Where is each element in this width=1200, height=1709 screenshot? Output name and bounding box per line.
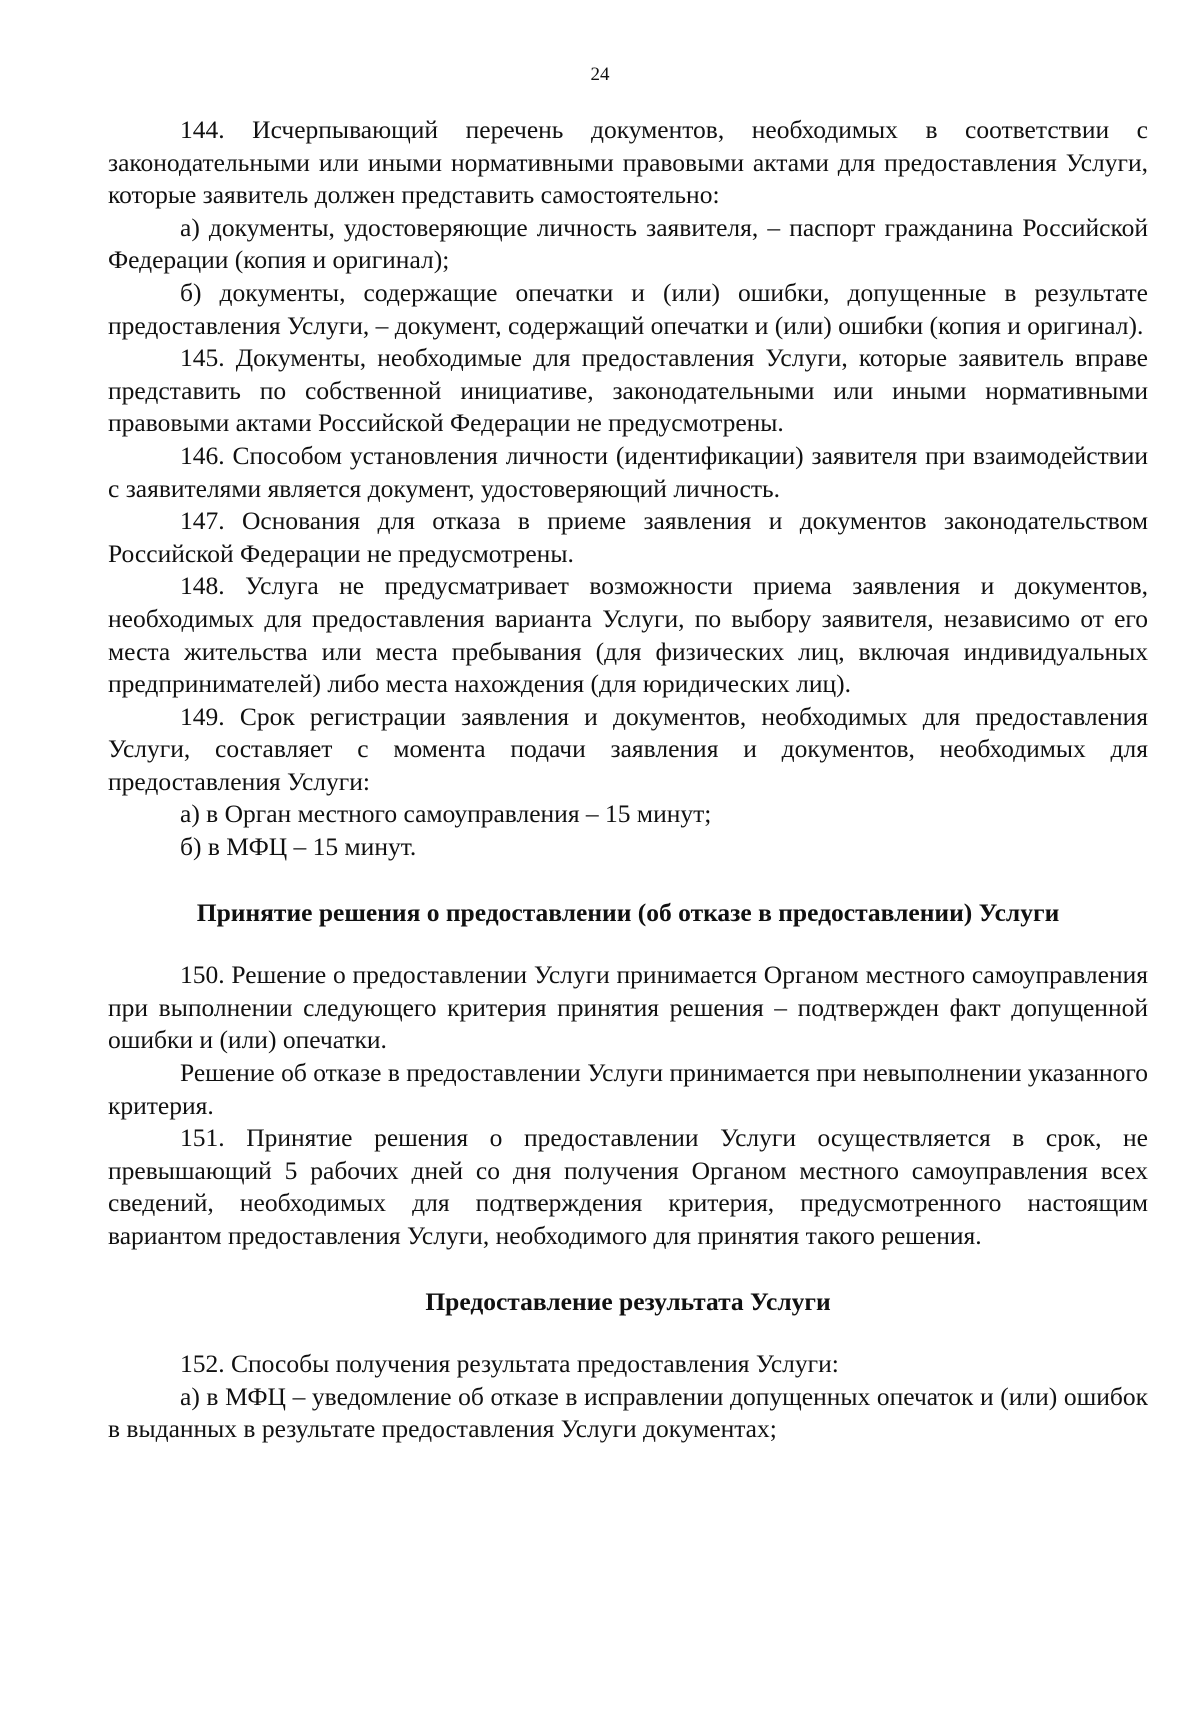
document-body (108, 114, 1148, 1446)
paragraph-149-a: а) в Орган местного самоуправления – 15 минут; (180, 799, 712, 829)
paragraph-144: 144. Исчерпывающий перечень документов, необходимых в соответствии с законодательными или иными нормативными правовыми актами для предоставления Услуги, которые заявитель должен представить самостоятельно: (108, 115, 1148, 210)
paragraph-147: 147. Основания для отказа в приеме заявления и документов законодательством Российской Федерации не предусмотрены. (108, 506, 1148, 568)
paragraph-152-a: а) в МФЦ – уведомление об отказе в исправлении допущенных опечаток и (или) ошибок в выданных в результате предоставления Услуги документах; (108, 1381, 1148, 1444)
paragraph-151: 151. Принятие решения о предоставлении Услуги осуществляется в срок, не превышающий 5 рабочих дней со дня получения Органом местного самоуправления всех сведений, необходимых для подтверждения критерия, предусмотренного настоящим вариантом предоставления Услуги, необходимого для принятия такого решения. (108, 1123, 1148, 1250)
paragraph-150: 150. Решение о предоставлении Услуги принимается Органом местного самоуправления при выполнении следующего критерия принятия решения – подтвержден факт допущенной ошибки и (или) опечатки. (108, 960, 1148, 1055)
paragraph-144-b: б) документы, содержащие опечатки и (или) ошибки, допущенные в результате предоставления Услуги, – документ, содержащий опечатки и (или) ошибки (копия и оригинал). (108, 277, 1148, 340)
section-heading-decision: Принятие решения о предоставлении (об отказе в предоставлении) Услуги (196, 897, 1060, 927)
section-heading-result: Предоставление результата Услуги (425, 1286, 831, 1316)
paragraph-152: 152. Способы получения результата предоставления Услуги: (180, 1349, 839, 1379)
page-number: 24 (590, 64, 610, 85)
paragraph-149-b: б) в МФЦ – 15 минут. (180, 832, 417, 862)
paragraph-145: 145. Документы, необходимые для предоставления Услуги, которые заявитель вправе представить по собственной инициативе, законодательными или иными нормативными правовыми актами Российской Федерации не предусмотрены. (108, 343, 1148, 438)
paragraph-149: 149. Срок регистрации заявления и документов, необходимых для предоставления Услуги, составляет с момента подачи заявления и документов, необходимых для предоставления Услуги: (108, 701, 1148, 796)
paragraph-144-a: а) документы, удостоверяющие личность заявителя, – паспорт гражданина Российской Федерации (копия и оригинал); (108, 212, 1148, 275)
paragraph-146: 146. Способом установления личности (идентификации) заявителя при взаимодействии с заявителями является документ, удостоверяющий личность. (108, 440, 1148, 503)
paragraph-148: 148. Услуга не предусматривает возможности приема заявления и документов, необходимых для предоставления варианта Услуги, по выбору заявителя, независимо от его места жительства или места пребывания (для физических лиц, включая индивидуальных предпринимателей) либо места нахождения (для юридических лиц). (108, 571, 1148, 699)
paragraph-150-refusal: Решение об отказе в предоставлении Услуги принимается при невыполнении указанного критерия. (108, 1058, 1148, 1120)
